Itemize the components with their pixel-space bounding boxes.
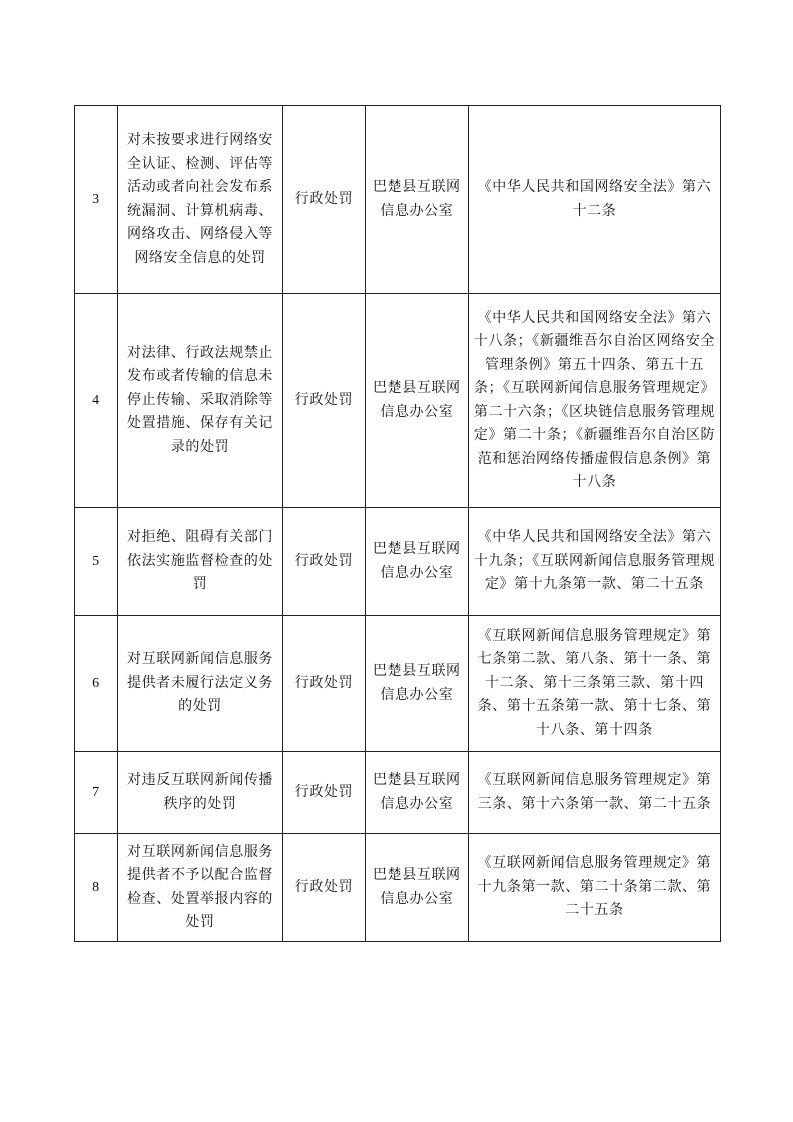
penalty-type: 行政处罚 — [283, 294, 366, 508]
row-number: 6 — [75, 616, 118, 752]
penalty-items-table — [74, 105, 721, 942]
legal-basis: 《互联网新闻信息服务管理规定》第七条第二款、第八条、第十一条、第十二条、第十三条第三款、第十四条、第十五条第一款、第十七条、第十八条、第十四条 — [468, 616, 720, 752]
row-number: 4 — [75, 294, 118, 508]
penalty-type: 行政处罚 — [283, 834, 366, 942]
row-number: 3 — [75, 106, 118, 294]
table-row — [75, 752, 721, 834]
implementing-department: 巴楚县互联网信息办公室 — [365, 834, 468, 942]
penalty-type: 行政处罚 — [283, 616, 366, 752]
table-row — [75, 508, 721, 616]
legal-basis: 《中华人民共和国网络安全法》第六十九条；《互联网新闻信息服务管理规定》第十九条第一款、第二十五条 — [468, 508, 720, 616]
penalty-item-name: 对违反互联网新闻传播秩序的处罚 — [117, 752, 282, 834]
table-row — [75, 834, 721, 942]
penalty-item-name: 对法律、行政法规禁止发布或者传输的信息未停止传输、采取消除等处置措施、保存有关记录的处罚 — [117, 294, 282, 508]
penalty-item-name: 对互联网新闻信息服务提供者未履行法定义务的处罚 — [117, 616, 282, 752]
implementing-department: 巴楚县互联网信息办公室 — [365, 616, 468, 752]
penalty-type: 行政处罚 — [283, 752, 366, 834]
row-number: 8 — [75, 834, 118, 942]
row-number: 5 — [75, 508, 118, 616]
table-row — [75, 106, 721, 294]
penalty-item-name: 对拒绝、阻碍有关部门依法实施监督检查的处罚 — [117, 508, 282, 616]
legal-basis: 《中华人民共和国网络安全法》第六十八条；《新疆维吾尔自治区网络安全管理条例》第五十四条、第五十五条；《互联网新闻信息服务管理规定》第二十六条；《区块链信息服务管理规定》第二十条；《新疆维吾尔自治区防范和惩治网络传播虚假信息条例》第十八条 — [468, 294, 720, 508]
penalty-item-name: 对未按要求进行网络安全认证、检测、评估等活动或者向社会发布系统漏洞、计算机病毒、网络攻击、网络侵入等网络安全信息的处罚 — [117, 106, 282, 294]
legal-basis: 《互联网新闻信息服务管理规定》第三条、第十六条第一款、第二十五条 — [468, 752, 720, 834]
implementing-department: 巴楚县互联网信息办公室 — [365, 294, 468, 508]
implementing-department: 巴楚县互联网信息办公室 — [365, 106, 468, 294]
legal-basis: 《中华人民共和国网络安全法》第六十二条 — [468, 106, 720, 294]
table-row — [75, 294, 721, 508]
table-row — [75, 616, 721, 752]
row-number: 7 — [75, 752, 118, 834]
penalty-type: 行政处罚 — [283, 508, 366, 616]
penalty-type: 行政处罚 — [283, 106, 366, 294]
penalty-item-name: 对互联网新闻信息服务提供者不予以配合监督检查、处置举报内容的处罚 — [117, 834, 282, 942]
legal-basis: 《互联网新闻信息服务管理规定》第十九条第一款、第二十条第二款、第二十五条 — [468, 834, 720, 942]
implementing-department: 巴楚县互联网信息办公室 — [365, 752, 468, 834]
implementing-department: 巴楚县互联网信息办公室 — [365, 508, 468, 616]
